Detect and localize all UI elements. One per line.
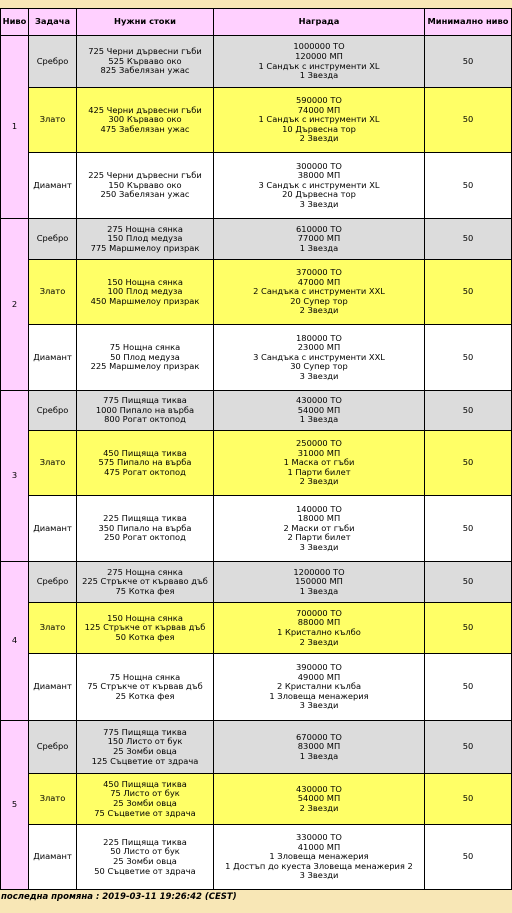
task-tier-cell: Диамант bbox=[29, 825, 77, 890]
goods-line: 250 Забелязан ужас bbox=[100, 189, 190, 200]
min-level-cell: 50 bbox=[425, 721, 512, 774]
reward-cell bbox=[214, 654, 425, 721]
min-level-cell: 50 bbox=[425, 153, 512, 219]
task-tier-cell: Злато bbox=[29, 431, 77, 496]
goods-cell bbox=[77, 654, 214, 721]
goods-line: 50 Листо от бук bbox=[110, 846, 180, 857]
reward-line: 3 Сандъка с инструменти XXL bbox=[253, 351, 385, 362]
goods-cell bbox=[77, 562, 214, 603]
task-tier-cell: Диамант bbox=[29, 654, 77, 721]
reward-line: 2 Звезди bbox=[299, 133, 339, 144]
table-row bbox=[1, 562, 512, 603]
goods-cell bbox=[77, 219, 214, 260]
goods-line: 250 Рогат октопод bbox=[104, 532, 186, 543]
reward-cell bbox=[214, 562, 425, 603]
min-level-cell: 50 bbox=[425, 654, 512, 721]
reward-line: 3 Звезди bbox=[299, 370, 339, 381]
goods-cell bbox=[77, 774, 214, 825]
reward-line: 330000 ТО bbox=[296, 832, 342, 843]
reward-line: 1 Звезда bbox=[299, 70, 339, 81]
goods-line: 75 Стръкче от кървав дъб bbox=[87, 681, 203, 692]
goods-line: 150 Нощна сянка bbox=[107, 276, 183, 287]
reward-line: 1 Кристално кълбо bbox=[277, 627, 361, 637]
goods-line: 75 Котка фея bbox=[115, 585, 175, 596]
reward-line: 590000 ТО bbox=[296, 95, 342, 106]
reward-line: 1 Зловеща менажерия bbox=[269, 851, 369, 862]
goods-line: 150 Нощна сянка bbox=[107, 612, 183, 623]
task-tier-cell: Злато bbox=[29, 603, 77, 654]
reward-line: 18000 МП bbox=[297, 513, 341, 524]
reward-line: 41000 МП bbox=[297, 841, 341, 852]
reward-line: 54000 МП bbox=[297, 404, 341, 415]
reward-line: 300000 ТО bbox=[296, 160, 342, 171]
table-row bbox=[1, 219, 512, 260]
reward-line: 250000 ТО bbox=[296, 438, 342, 449]
goods-line: 775 Маршмелоу призрак bbox=[90, 242, 200, 253]
table-row bbox=[1, 36, 512, 88]
reward-line: 1 Звезда bbox=[299, 242, 339, 253]
goods-line: 475 Забелязан ужас bbox=[100, 123, 190, 134]
min-level-cell: 50 bbox=[425, 260, 512, 325]
reward-line: 47000 МП bbox=[297, 276, 341, 287]
table-row bbox=[1, 325, 512, 391]
reward-line: 1 Звезда bbox=[299, 414, 339, 425]
goods-line: 75 Нощна сянка bbox=[109, 671, 181, 682]
goods-line: 1000 Пипало на върба bbox=[95, 404, 195, 415]
reward-line: 1 Достъп до куеста Зловеща менажерия 2 bbox=[225, 860, 413, 871]
reward-line: 30 Супер тор bbox=[290, 361, 348, 372]
table-row bbox=[1, 496, 512, 562]
reward-line: 120000 МП bbox=[295, 50, 343, 61]
reward-cell bbox=[214, 260, 425, 325]
header-min-level: Минимално ниво bbox=[425, 9, 512, 36]
reward-line: 1000000 ТО bbox=[293, 41, 345, 52]
reward-line: 10 Дървесна тор bbox=[282, 123, 356, 134]
min-level-cell: 50 bbox=[425, 219, 512, 260]
reward-line: 38000 МП bbox=[297, 170, 341, 181]
reward-line: 20 Дървесна тор bbox=[282, 189, 356, 200]
goods-cell bbox=[77, 325, 214, 391]
reward-cell bbox=[214, 325, 425, 391]
table-row bbox=[1, 774, 512, 825]
task-tier-cell: Диамант bbox=[29, 153, 77, 219]
header-reward: Награда bbox=[214, 9, 425, 36]
reward-line: 180000 ТО bbox=[296, 332, 342, 343]
task-tier-cell: Сребро bbox=[29, 219, 77, 260]
goods-cell bbox=[77, 496, 214, 562]
min-level-cell: 50 bbox=[425, 496, 512, 562]
last-modified: последна промяна : 2019-03-11 19:26:42 (CEST) bbox=[1, 892, 237, 902]
reward-line: 1 Зловеща менажерия bbox=[269, 690, 369, 701]
reward-line: 49000 МП bbox=[297, 671, 341, 682]
goods-line: 100 Плод медуза bbox=[107, 286, 183, 297]
min-level-cell: 50 bbox=[425, 562, 512, 603]
goods-cell bbox=[77, 603, 214, 654]
goods-line: 125 Стръкче от кървав дъб bbox=[84, 622, 206, 633]
reward-line: 1 Звезда bbox=[299, 585, 339, 596]
table-row bbox=[1, 603, 512, 654]
goods-line: 300 Кърваво око bbox=[108, 114, 182, 125]
goods-line: 275 Нощна сянка bbox=[107, 223, 183, 234]
reward-cell bbox=[214, 721, 425, 774]
reward-line: 31000 МП bbox=[297, 447, 341, 458]
min-level-cell: 50 bbox=[425, 36, 512, 88]
goods-line: 825 Забелязан ужас bbox=[100, 65, 190, 76]
level-cell: 2 bbox=[1, 219, 29, 391]
reward-line: 1 Звезда bbox=[299, 750, 339, 761]
header-task: Задача bbox=[29, 9, 77, 36]
reward-line: 1200000 ТО bbox=[293, 566, 345, 577]
task-tier-cell: Сребро bbox=[29, 562, 77, 603]
reward-line: 3 Звезди bbox=[299, 700, 339, 711]
goods-line: 25 Зомби овца bbox=[113, 746, 177, 756]
task-tier-cell: Сребро bbox=[29, 721, 77, 774]
header-level: Ниво bbox=[1, 9, 29, 36]
level-cell: 3 bbox=[1, 391, 29, 562]
reward-line: 150000 МП bbox=[295, 576, 343, 587]
reward-line: 3 Звезди bbox=[299, 198, 339, 209]
goods-line: 800 Рогат октопод bbox=[104, 414, 186, 425]
reward-cell bbox=[214, 36, 425, 88]
reward-line: 83000 МП bbox=[297, 741, 341, 752]
goods-line: 25 Зомби овца bbox=[113, 856, 177, 866]
reward-cell bbox=[214, 431, 425, 496]
reward-line: 54000 МП bbox=[297, 793, 341, 804]
reward-line: 1 Маска от гъби bbox=[283, 457, 355, 468]
min-level-cell: 50 bbox=[425, 391, 512, 431]
reward-cell bbox=[214, 825, 425, 890]
goods-line: 25 Зомби овца bbox=[113, 798, 177, 808]
goods-line: 775 Пищяща тиква bbox=[103, 726, 187, 737]
goods-line: 225 Пищяща тиква bbox=[103, 836, 187, 847]
reward-line: 610000 ТО bbox=[296, 223, 342, 234]
min-level-cell: 50 bbox=[425, 88, 512, 153]
reward-line: 2 Звезди bbox=[299, 636, 339, 647]
min-level-cell: 50 bbox=[425, 325, 512, 391]
reward-line: 2 Сандъка с инструменти XXL bbox=[253, 286, 385, 297]
reward-line: 370000 ТО bbox=[296, 267, 342, 278]
goods-line: 725 Черни дървесни гъби bbox=[88, 46, 202, 57]
goods-line: 425 Черни дървесни гъби bbox=[88, 104, 202, 115]
reward-cell bbox=[214, 496, 425, 562]
reward-line: 140000 ТО bbox=[296, 503, 342, 514]
goods-line: 150 Плод медуза bbox=[107, 233, 183, 244]
goods-line: 575 Пипало на върба bbox=[98, 457, 192, 468]
reward-cell bbox=[214, 603, 425, 654]
min-level-cell: 50 bbox=[425, 774, 512, 825]
reward-cell bbox=[214, 219, 425, 260]
task-tier-cell: Диамант bbox=[29, 496, 77, 562]
reward-line: 2 Парти билет bbox=[287, 532, 351, 543]
goods-line: 225 Стръкче от кърваво дъб bbox=[82, 576, 208, 587]
goods-cell bbox=[77, 88, 214, 153]
reward-line: 3 Звезди bbox=[299, 870, 339, 881]
task-tier-cell: Сребро bbox=[29, 36, 77, 88]
reward-cell bbox=[214, 774, 425, 825]
reward-line: 20 Супер тор bbox=[290, 295, 348, 306]
goods-line: 125 Съцветие от здрача bbox=[91, 755, 199, 766]
reward-line: 670000 ТО bbox=[296, 731, 342, 742]
reward-line: 3 Звезди bbox=[299, 541, 339, 552]
min-level-cell: 50 bbox=[425, 431, 512, 496]
reward-line: 1 Сандък с инструменти XL bbox=[258, 114, 380, 125]
tasks-table bbox=[0, 8, 512, 890]
min-level-cell: 50 bbox=[425, 603, 512, 654]
task-tier-cell: Сребро bbox=[29, 391, 77, 431]
goods-line: 450 Пищяща тиква bbox=[103, 778, 187, 789]
reward-line: 77000 МП bbox=[297, 233, 341, 244]
reward-cell bbox=[214, 88, 425, 153]
goods-line: 25 Котка фея bbox=[115, 690, 175, 701]
level-cell: 4 bbox=[1, 562, 29, 721]
goods-cell bbox=[77, 431, 214, 496]
min-level-cell: 50 bbox=[425, 825, 512, 890]
level-cell: 5 bbox=[1, 721, 29, 890]
task-tier-cell: Злато bbox=[29, 774, 77, 825]
reward-line: 430000 ТО bbox=[296, 395, 342, 406]
goods-line: 75 Нощна сянка bbox=[109, 342, 181, 353]
table-row bbox=[1, 153, 512, 219]
table-row bbox=[1, 391, 512, 431]
goods-line: 525 Кърваво око bbox=[108, 55, 182, 66]
goods-line: 775 Пищяща тиква bbox=[103, 395, 187, 406]
reward-line: 1 Парти билет bbox=[287, 466, 351, 477]
table-row bbox=[1, 431, 512, 496]
reward-cell bbox=[214, 391, 425, 431]
goods-line: 75 Листо от бук bbox=[110, 788, 180, 799]
reward-line: 88000 МП bbox=[297, 617, 341, 628]
table-body bbox=[1, 36, 512, 890]
goods-line: 225 Черни дървесни гъби bbox=[88, 170, 202, 181]
reward-line: 2 Звезди bbox=[299, 476, 339, 487]
reward-cell bbox=[214, 153, 425, 219]
table-row bbox=[1, 88, 512, 153]
task-tier-cell: Злато bbox=[29, 260, 77, 325]
goods-cell bbox=[77, 721, 214, 774]
reward-line: 2 Маски от гъби bbox=[283, 522, 355, 533]
goods-cell bbox=[77, 391, 214, 431]
level-cell: 1 bbox=[1, 36, 29, 219]
table-row bbox=[1, 654, 512, 721]
task-tier-cell: Диамант bbox=[29, 325, 77, 391]
reward-line: 700000 ТО bbox=[296, 607, 342, 618]
goods-cell bbox=[77, 260, 214, 325]
goods-line: 275 Нощна сянка bbox=[107, 566, 183, 577]
goods-line: 150 Кърваво око bbox=[108, 179, 182, 190]
table-row bbox=[1, 825, 512, 890]
goods-line: 475 Рогат октопод bbox=[104, 466, 186, 477]
goods-line: 50 Плод медуза bbox=[110, 351, 180, 362]
goods-cell bbox=[77, 825, 214, 890]
reward-line: 390000 ТО bbox=[296, 662, 342, 673]
goods-line: 50 Котка фея bbox=[115, 631, 175, 642]
goods-line: 50 Съцветие от здрача bbox=[94, 865, 196, 876]
reward-line: 74000 МП bbox=[297, 104, 341, 115]
goods-line: 350 Пипало на върба bbox=[98, 522, 192, 533]
goods-line: 225 Маршмелоу призрак bbox=[90, 361, 200, 372]
table-row bbox=[1, 260, 512, 325]
goods-line: 150 Листо от бук bbox=[107, 736, 183, 747]
task-tier-cell: Злато bbox=[29, 88, 77, 153]
table-row bbox=[1, 721, 512, 774]
header-row bbox=[1, 9, 512, 36]
goods-line: 450 Пищяща тиква bbox=[103, 447, 187, 458]
reward-line: 1 Сандък с инструменти XL bbox=[258, 60, 380, 71]
goods-line: 75 Съцветие от здрача bbox=[94, 807, 196, 818]
goods-cell bbox=[77, 153, 214, 219]
goods-line: 450 Маршмелоу призрак bbox=[90, 295, 200, 306]
reward-line: 2 Кристални кълба bbox=[276, 681, 362, 692]
goods-cell bbox=[77, 36, 214, 88]
reward-line: 430000 ТО bbox=[296, 783, 342, 794]
reward-line: 3 Сандък с инструменти XL bbox=[258, 179, 380, 190]
header-goods: Нужни стоки bbox=[77, 9, 214, 36]
goods-line: 225 Пищяща тиква bbox=[103, 513, 187, 524]
reward-line: 2 Звезди bbox=[299, 802, 339, 813]
reward-line: 23000 МП bbox=[297, 342, 341, 353]
reward-line: 2 Звезди bbox=[299, 305, 339, 316]
